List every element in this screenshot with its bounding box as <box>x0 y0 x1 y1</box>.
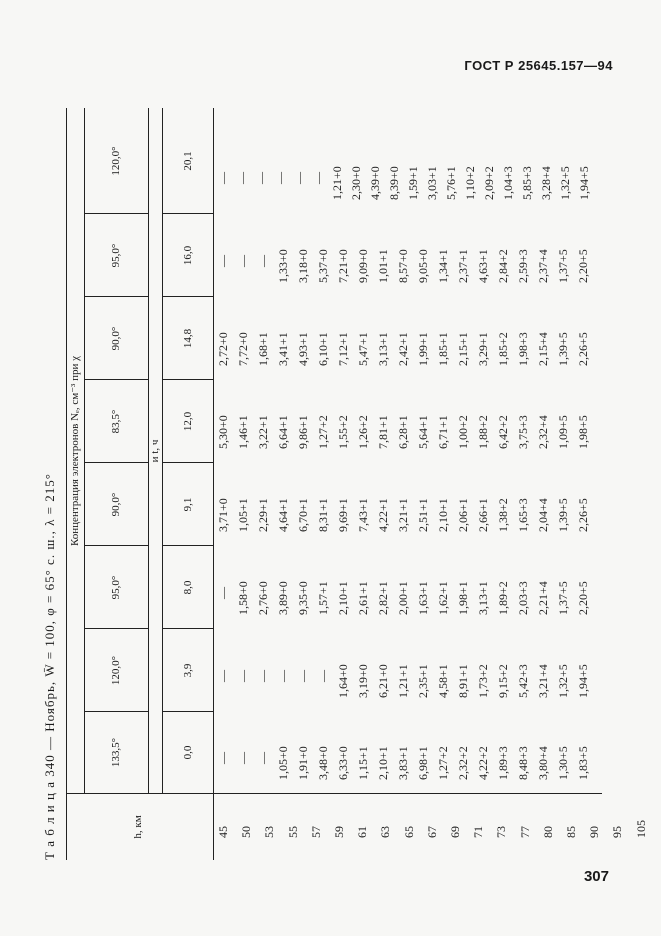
t-header: 9,1 <box>182 497 194 512</box>
table-cell: — <box>256 255 270 267</box>
t-header: 16,0 <box>182 245 194 266</box>
h-value: 53 <box>262 826 277 838</box>
table-cell: — <box>276 670 290 682</box>
table-cell: 1,68+1 <box>256 332 270 366</box>
table-cell: 2,20+5 <box>576 581 590 615</box>
table-cell: — <box>254 172 268 184</box>
table-cell: 6,42+2 <box>496 415 510 449</box>
table-cell: 3,03+1 <box>425 166 439 200</box>
table-cell: 8,48+3 <box>516 746 530 780</box>
table-cell: 6,98+1 <box>416 746 430 780</box>
table-cell: 1,98+3 <box>516 332 530 366</box>
subhead-rule <box>162 108 163 794</box>
table-cell: 6,10+1 <box>316 332 330 366</box>
table-cell: 1,99+1 <box>416 332 430 366</box>
table-cell: 3,19+0 <box>356 664 370 698</box>
table-cell: 5,85+3 <box>520 166 534 200</box>
table-cell: 7,12+1 <box>336 332 350 366</box>
table-cell: 1,94+5 <box>576 664 590 698</box>
table-cell: 1,83+5 <box>576 746 590 780</box>
table-cell: 2,03+3 <box>516 581 530 615</box>
table-cell: 1,89+3 <box>496 746 510 780</box>
table-cell: 2,37+4 <box>536 249 550 283</box>
table-cell: 1,64+0 <box>336 664 350 698</box>
table-cell: — <box>216 172 230 184</box>
t-rule <box>213 108 214 860</box>
table-cell: — <box>236 255 250 267</box>
table-cell: 2,37+1 <box>456 249 470 283</box>
h-value: 61 <box>355 826 370 838</box>
table-cell: 3,41+1 <box>276 332 290 366</box>
t-header: 3,9 <box>182 663 194 678</box>
h-value: 105 <box>633 820 648 838</box>
table-cell: 2,21+4 <box>536 581 550 615</box>
table-cell: 4,63+1 <box>476 249 490 283</box>
table-cell: 1,88+2 <box>476 415 490 449</box>
table-cell: 3,80+4 <box>536 746 550 780</box>
table-cell: 3,13+1 <box>376 332 390 366</box>
table-cell: — <box>236 670 250 682</box>
table-cell: 2,51+1 <box>416 498 430 532</box>
table-cell: 2,06+1 <box>456 498 470 532</box>
h-value: 90 <box>587 826 602 838</box>
table-cell: 1,85+2 <box>496 332 510 366</box>
table-cell: 1,10+2 <box>463 166 477 200</box>
table-cell: 9,15+2 <box>496 664 510 698</box>
table-cell: — <box>216 587 230 599</box>
table-cell: 3,29+1 <box>476 332 490 366</box>
table-cell: 3,28+4 <box>539 166 553 200</box>
table-cell: 1,63+1 <box>416 581 430 615</box>
table-cell: 9,69+1 <box>336 498 350 532</box>
table-cell: 1,85+1 <box>436 332 450 366</box>
table-cell: 4,58+1 <box>436 664 450 698</box>
table-cell: 2,66+1 <box>476 498 490 532</box>
table-cell: — <box>316 670 330 682</box>
h-value: 65 <box>401 826 416 838</box>
table-cell: 1,05+0 <box>276 746 290 780</box>
table-cell: 1,33+0 <box>276 249 290 283</box>
table-cell: 3,48+0 <box>316 746 330 780</box>
h-value: 77 <box>517 826 532 838</box>
table-cell: 3,13+1 <box>476 581 490 615</box>
t-header: 20,1 <box>182 151 194 171</box>
h-value: 67 <box>424 826 439 838</box>
table-cell: 7,43+1 <box>356 498 370 532</box>
table-cell: 1,21+0 <box>330 166 344 200</box>
chi-header: 120,0° <box>110 655 122 686</box>
rotated-table <box>42 108 648 860</box>
table-title: Концентрация электронов Nₑ, см⁻³ при χ <box>69 356 81 546</box>
table-cell: 9,05+0 <box>416 249 430 283</box>
table-cell: 6,28+1 <box>396 415 410 449</box>
page-number: 307 <box>583 868 609 885</box>
h-label: h, км <box>132 815 144 839</box>
table-cell: 1,62+1 <box>436 581 450 615</box>
table-cell: 5,42+3 <box>516 664 530 698</box>
table-cell: 9,35+0 <box>296 581 310 615</box>
table-cell: 6,64+1 <box>276 415 290 449</box>
table-cell: 2,82+1 <box>376 581 390 615</box>
h-value: 95 <box>610 826 625 838</box>
table-subhead: и t, ч <box>149 439 161 463</box>
table-cell: 1,26+2 <box>356 415 370 449</box>
t-header: 12,0 <box>182 411 194 432</box>
h-value: 73 <box>494 826 509 838</box>
h-column-rule <box>66 793 602 794</box>
table-cell: 1,59+1 <box>406 166 420 200</box>
title-rule <box>84 108 85 794</box>
table-cell: 1,15+1 <box>356 746 370 780</box>
table-cell: 9,86+1 <box>296 415 310 449</box>
chi-header: 95,0° <box>110 575 122 600</box>
h-value: 57 <box>308 826 323 838</box>
table-cell: 8,91+1 <box>456 664 470 698</box>
table-cell: 1,38+2 <box>496 498 510 532</box>
table-cell: 1,57+1 <box>316 581 330 615</box>
table-cell: — <box>256 752 270 764</box>
table-cell: 2,59+3 <box>516 249 530 283</box>
table-cell: 8,39+0 <box>387 166 401 200</box>
table-cell: 1,37+5 <box>556 249 570 283</box>
table-cell: 5,37+0 <box>316 249 330 283</box>
table-cell: 4,93+1 <box>296 332 310 366</box>
table-cell: — <box>216 255 230 267</box>
table-cell: 5,47+1 <box>356 332 370 366</box>
h-value: 50 <box>239 826 254 838</box>
table-cell: 2,30+0 <box>349 166 363 200</box>
table-cell: 2,04+4 <box>536 498 550 532</box>
table-cell: 2,20+5 <box>576 249 590 283</box>
table-cell: 1,37+5 <box>556 581 570 615</box>
table-cell: 2,84+2 <box>496 249 510 283</box>
chi-header: 90,0° <box>110 326 122 351</box>
table-cell: 7,72+0 <box>236 332 250 366</box>
table-cell: 1,73+2 <box>476 664 490 698</box>
table-cell: 6,71+1 <box>436 415 450 449</box>
table-cell: — <box>311 172 325 184</box>
chi-header: 120,0° <box>110 146 122 176</box>
table-cell: — <box>273 172 287 184</box>
table-cell: 5,76+1 <box>444 166 458 200</box>
table-cell: 1,27+2 <box>316 415 330 449</box>
t-header: 14,8 <box>182 328 194 349</box>
table-cell: 1,55+2 <box>336 415 350 449</box>
table-cell: 2,32+2 <box>456 746 470 780</box>
table-cell: 6,33+0 <box>336 746 350 780</box>
h-value: 71 <box>471 826 486 838</box>
table-cell: 1,58+0 <box>236 581 250 615</box>
table-cell: 4,39+0 <box>368 166 382 200</box>
table-cell: 7,81+1 <box>376 415 390 449</box>
table-cell: 2,35+1 <box>416 664 430 698</box>
table-cell: 2,61+1 <box>356 581 370 615</box>
t-header: 8,0 <box>182 580 194 595</box>
table-cell: — <box>235 172 249 184</box>
table-cell: 2,72+0 <box>216 332 230 366</box>
table-cell: 5,64+1 <box>416 415 430 449</box>
h-value: 85 <box>564 826 579 838</box>
table-cell: 1,98+5 <box>576 415 590 449</box>
chi-header: 83,5° <box>110 409 122 434</box>
table-cell: 2,00+1 <box>396 581 410 615</box>
table-cell: 3,18+0 <box>296 249 310 283</box>
table-cell: 2,32+4 <box>536 415 550 449</box>
table-cell: 1,39+5 <box>556 498 570 532</box>
table-cell: 3,75+3 <box>516 415 530 449</box>
table-cell: 3,89+0 <box>276 581 290 615</box>
table-cell: — <box>296 670 310 682</box>
h-value: 55 <box>285 826 300 838</box>
table-cell: 6,21+0 <box>376 664 390 698</box>
table-cell: 1,94+5 <box>577 166 591 200</box>
table-cell: 1,46+1 <box>236 415 250 449</box>
table-cell: 1,04+3 <box>501 166 515 200</box>
table-cell: 1,27+2 <box>436 746 450 780</box>
table-cell: 5,30+0 <box>216 415 230 449</box>
table-cell: 1,00+2 <box>456 415 470 449</box>
table-cell: 7,21+0 <box>336 249 350 283</box>
table-cell: 2,76+0 <box>256 581 270 615</box>
table-cell: 3,22+1 <box>256 415 270 449</box>
table-cell: 3,21+1 <box>396 498 410 532</box>
h-value: 45 <box>216 826 230 838</box>
table-cell: 8,31+1 <box>316 498 330 532</box>
table-cell: 1,32+5 <box>558 166 572 200</box>
chi-header: 95,0° <box>110 243 122 268</box>
table-cell: 1,01+1 <box>376 249 390 283</box>
table-cell: 2,15+1 <box>456 332 470 366</box>
table-cell: 4,22+2 <box>476 746 490 780</box>
table-cell: 2,42+1 <box>396 332 410 366</box>
table-cell: 1,65+3 <box>516 498 530 532</box>
document-header: ГОСТ Р 25645.157—94 <box>464 58 613 73</box>
table-cell: 2,10+1 <box>336 581 350 615</box>
table-cell: 2,15+4 <box>536 332 550 366</box>
table-cell: 1,05+1 <box>236 498 250 532</box>
table-cell: 8,57+0 <box>396 249 410 283</box>
table-cell: 3,83+1 <box>396 746 410 780</box>
t-header: 0,0 <box>182 745 194 760</box>
h-value: 69 <box>448 826 463 838</box>
table-cell: 9,09+0 <box>356 249 370 283</box>
table-cell: 2,26+5 <box>576 498 590 532</box>
table-cell: — <box>236 752 250 764</box>
h-value: 80 <box>540 826 555 838</box>
table-cell: 3,71+0 <box>216 498 230 532</box>
table-cell: — <box>256 670 270 682</box>
h-value: 59 <box>332 826 347 838</box>
h-value: 63 <box>378 826 393 838</box>
table-cell: 6,70+1 <box>296 498 310 532</box>
table-cell: 4,64+1 <box>276 498 290 532</box>
table-cell: 1,34+1 <box>436 249 450 283</box>
table-cell: — <box>292 172 306 184</box>
table-cell: 2,10+1 <box>436 498 450 532</box>
table-cell: — <box>216 752 230 764</box>
table-cell: 1,39+5 <box>556 332 570 366</box>
table-cell: 2,09+2 <box>482 166 496 200</box>
table-cell: — <box>216 670 230 682</box>
chi-header: 90,0° <box>110 492 122 517</box>
table-cell: 2,29+1 <box>256 498 270 532</box>
table-cell: 4,22+1 <box>376 498 390 532</box>
table-cell: 1,89+2 <box>496 581 510 615</box>
table-caption: Т а б л и ц а 340 — Ноябрь, W̄ = 100, φ = 65° с. ш., λ = 215° <box>42 473 57 860</box>
table-cell: 1,98+1 <box>456 581 470 615</box>
table-cell: 2,10+1 <box>376 746 390 780</box>
table-cell: 1,30+5 <box>556 746 570 780</box>
table-cell: 1,21+1 <box>396 664 410 698</box>
table-frame <box>66 108 648 860</box>
table-cell: 1,91+0 <box>296 746 310 780</box>
table-cell: 3,21+4 <box>536 664 550 698</box>
table-cell: 1,32+5 <box>556 664 570 698</box>
table-top-rule <box>66 108 67 860</box>
chi-header: 133,5° <box>110 737 122 768</box>
table-cell: 1,09+5 <box>556 415 570 449</box>
table-cell: 2,26+5 <box>576 332 590 366</box>
